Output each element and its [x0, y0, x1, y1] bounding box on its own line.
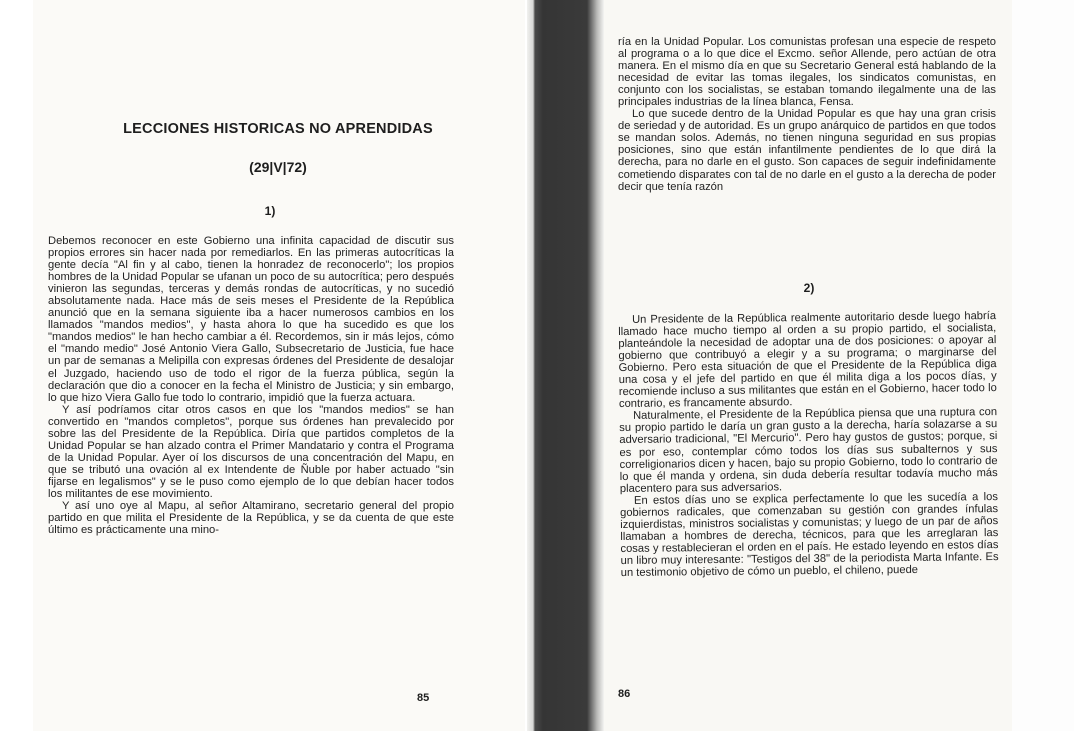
paragraph: En estos días uno se explica perfectamente lo que les sucedía a los gobiernos radicales, que comenzaban su gestión con grandes ínfulas izquierdistas, ministros socialistas y comunistas; y luego de un par de años llamaban a hombres de derecha, técnicos, para que les arreglaran las cosas y restablecieran el orden en el país. He estado leyendo en estos días un libro muy interesante: "Testigos del 38" de la periodista Marta Infante. Es un testimonio objetivo de cómo un pueblo, el chileno, puede	[620, 490, 999, 579]
paragraph: Naturalmente, el Presidente de la República piensa que una ruptura con su propio partido le daría un gran gusto a la derecha, haría solazarse a su adversario tradicional, "El Mercurio". Pero hay gustos de gustos; porque, si es por eso, contemplar cómo todos los días sus subalternos y sus correligionarios dicen y hacen, bajo su propio Gobierno, todo lo contrario de lo que él manda y ordena, sin duda debería resultar todavía mucho más placentero para sus adversarios.	[619, 406, 998, 495]
section-number-2: 2)	[803, 281, 815, 295]
paragraph: Un Presidente de la República realmente autoritario desde luego habría llamado hace mucho tiempo al orden a su propio partido, el socialista, planteándole la necesidad de adoptar una de dos posiciones: o apoyar al gobierno que contribuyó a elegir y a su programa; o marginarse del Gobierno. Pero esta situación de que el Presidente de la República diga una cosa y el jefe del partido en que él milita diga a los pocos días, y recomiende incluso a sus militantes que están en el Gobierno, hacer todo lo contrario, es francamente absurdo.	[618, 310, 997, 411]
left-page	[33, 0, 525, 731]
chapter-title: LECCIONES HISTORICAS NO APRENDIDAS	[123, 121, 433, 137]
paragraph: Y así podríamos citar otros casos en que los "mandos medios" se han convertido en "mandos completos", porque sus órdenes han prevalecido por sobre las del Presidente de la República. Diría que partidos completos de la Unidad Popular se han alzado contra el Primer Mandatario y contra el Programa de la Unidad Popular. Ayer oí los discursos de una concentración del Mapu, en que se tributó una ovación al ex Intendente de Ñuble por haber actuado "sin fijarse en legalismos" y se le puso como ejemplo de lo que debían hacer todos los militantes de ese movimiento.	[48, 403, 454, 500]
chapter-date: (29|V|72)	[249, 159, 307, 175]
right-page-body-top	[618, 36, 996, 193]
page-number-left: 85	[417, 692, 430, 704]
scan-margin	[1012, 0, 1074, 731]
book-gutter	[527, 0, 604, 731]
section-number-1: 1)	[264, 204, 276, 218]
right-page-body-bottom	[618, 310, 999, 579]
paragraph: Lo que sucede dentro de la Unidad Popular es que hay una gran crisis de seriedad y de autoridad. Es un grupo anárquico de partidos en que todos se mandan solos. Además, no tienen ninguna seguridad en sus propias posiciones, sino que están infantilmente pendientes de lo que dirá la derecha, para no darle en el gusto. Son capaces de seguir indefinidamente cometiendo disparates con tal de no darle en el gusto a la derecha de poder decir que tenía razón	[618, 108, 996, 193]
left-page-body	[48, 235, 454, 536]
page-number-right: 86	[618, 688, 631, 700]
paragraph: Y así uno oye al Mapu, al señor Altamirano, secretario general del propio partido en que milita el Presidente de la República, y se da cuenta de que este último es prácticamente una mino-	[48, 500, 454, 537]
paragraph: Debemos reconocer en este Gobierno una infinita capacidad de discutir sus propios errores sin hacer nada por remediarlos. En las primeras autocríticas la gente decía "Al fin y al cabo, tienen la honradez de reconocerlo"; los propios hombres de la Unidad Popular se ufanan un poco de su autocrítica; pero después vinieron las segundas, terceras y demás rondas de autocríticas, y no sucedió absolutamente nada. Hace más de seis meses el Presidente de la República anunció que en la semana siguiente iba a hacer numerosos cambios en los llamados "mandos medios", y hasta ahora lo que ha sucedido es que los "mandos medios" le han hecho cambiar a él. Recordemos, sin ir más lejos, cómo el "mando medio" José Antonio Viera Gallo, Subsecretario de Justicia, fue hace un par de semanas a Melipilla con expresas órdenes del Presidente de desalojar el Juzgado, haciendo uso de todo el rigor de la fuerza pública, según la declaración que dio a conocer en la fecha el Ministro de Justicia; y sin embargo, lo que hizo Viera Gallo fue todo lo contrario, impidió que la fuerza actuara.	[48, 235, 454, 404]
right-page	[604, 0, 1012, 731]
paragraph: ría en la Unidad Popular. Los comunistas profesan una especie de respeto al programa o a lo que dice el Excmo. señor Allende, pero actúan de otra manera. En el mismo día en que su Secretario General está hablando de la necesidad de evitar las tomas ilegales, los sindicatos comunistas, en conjunto con los socialistas, se estaban tomando ilegalmente una de las principales industrias de la línea blanca, Fensa.	[618, 36, 996, 109]
